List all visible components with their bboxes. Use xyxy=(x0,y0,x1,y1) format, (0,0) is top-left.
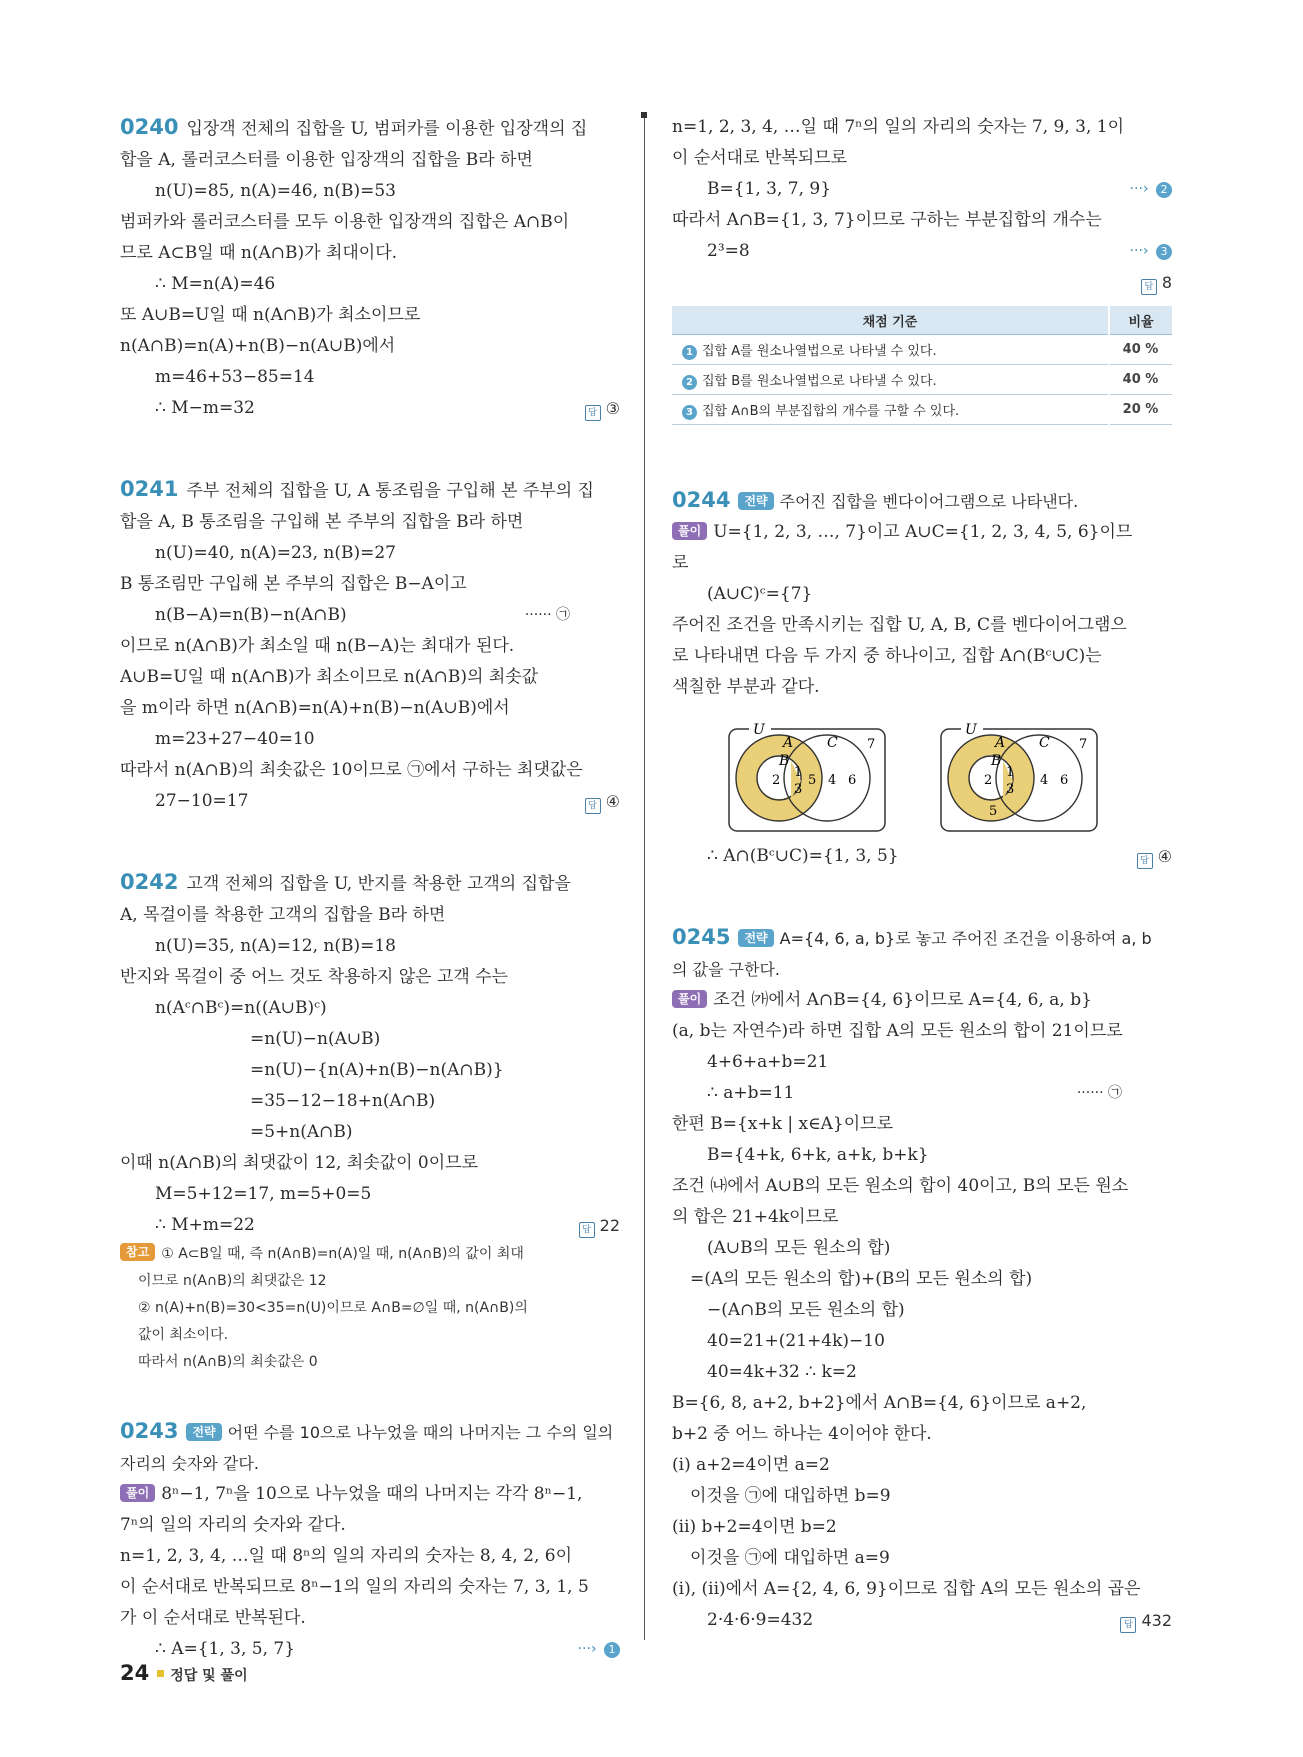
text-line: 로 xyxy=(672,553,689,573)
text-line: (ii) b+2=4이면 b=2 xyxy=(672,1517,837,1537)
right-column xyxy=(672,112,1172,1686)
table-row: 1 집합 A를 원소나열법으로 나타낼 수 있다. 40 % xyxy=(672,335,1172,365)
equation-marker: ······ ㉠ xyxy=(524,607,570,623)
solution-badge: 풀이 xyxy=(672,522,707,540)
equation-line: ∴ M−m=32 xyxy=(155,398,255,418)
text-line: 이 순서대로 반복되므로 xyxy=(672,148,848,168)
label-C: C xyxy=(1039,735,1050,751)
number-7: 7 xyxy=(1079,737,1088,752)
label-U: U xyxy=(753,722,765,738)
number-1: 1 xyxy=(794,765,803,780)
answer: 답 22 xyxy=(579,1210,620,1241)
text-line: 합을 A, 롤러코스터를 이용한 입장객의 집합을 B라 하면 xyxy=(120,150,533,170)
equation-line: M=5+12=17, m=5+0=5 xyxy=(155,1184,372,1204)
answer: 답 ③ xyxy=(585,393,620,424)
equation-line: n(U)=85, n(A)=46, n(B)=53 xyxy=(155,181,396,201)
number-4: 4 xyxy=(828,773,837,788)
problem-0244: 0244 전략 주어진 집합을 벤다이어그램으로 나타낸다. 풀이 U={1, 2, 3, …, 7}이고 A∪C={1, 2, 3, 4, 5, 6}이므 로 (A∪C)ᶜ={7} 주어진 조건을 만족시키는 집합 U, A, B, C를 벤다이어그램으 로 나타내면 다음 두 가지 중 하나이고, 집합 A∩(Bᶜ∪C)는 색칠한 부분과 같다. U A B C 2 1 3 5 4 6 7 U A B C 2 1 3 5 4 6 7 답 ④ ∴ A∩(Bᶜ∪C)={1, 3, 5} xyxy=(672,485,1172,872)
equation-line: 40=4k+32 ∴ k=2 xyxy=(707,1362,857,1382)
column-divider-marker xyxy=(641,112,647,118)
label-B: B xyxy=(991,753,1002,769)
answer: 답 ④ xyxy=(585,786,620,817)
text-line: n=1, 2, 3, 4, …일 때 8ⁿ의 일의 자리의 숫자는 8, 4, 2, 6이 xyxy=(120,1546,573,1566)
equation-line: =(A의 모든 원소의 합)+(B의 모든 원소의 합) xyxy=(690,1269,1033,1289)
table-row: 2 집합 B를 원소나열법으로 나타낼 수 있다. 40 % xyxy=(672,365,1172,395)
text-line: 이것을 ㉠에 대입하면 a=9 xyxy=(690,1548,890,1568)
number-1: 1 xyxy=(1006,765,1015,780)
step-marker: ···› 2 xyxy=(1130,174,1172,205)
strategy-badge: 전략 xyxy=(186,1423,221,1441)
step-circle-icon: 2 xyxy=(682,375,697,390)
text-line: 반지와 목걸이 중 어느 것도 착용하지 않은 고객 수는 xyxy=(120,967,509,987)
equation-line: m=23+27−40=10 xyxy=(155,729,315,749)
table-row: 3 집합 A∩B의 부분집합의 개수를 구할 수 있다. 20 % xyxy=(672,395,1172,425)
problem-number: 0245 xyxy=(672,925,731,949)
text-line: (a, b는 자연수)라 하면 집합 A의 모든 원소의 합이 21이므로 xyxy=(672,1021,1123,1041)
problem-number: 0241 xyxy=(120,477,179,501)
footer-square-icon xyxy=(157,1670,164,1677)
text-line: b+2 중 어느 하나는 4이어야 한다. xyxy=(672,1424,932,1444)
answer: 답 ④ xyxy=(1137,841,1172,872)
reference-note: 참고 ① A⊂B일 때, 즉 n(A∩B)=n(A)일 때, n(A∩B)의 값이 최대 이므로 n(A∩B)의 최댓값은 12 ② n(A)+n(B)=30<35=n(U)이므로 A∩B=∅일 때, n(A∩B)의 값이 최소이다. 따라서 n(A∩B)의 최솟값은 0 xyxy=(120,1241,620,1376)
venn-diagram-1 xyxy=(727,721,887,833)
number-2: 2 xyxy=(984,773,993,788)
problem-0245: 0245 전략 A={4, 6, a, b}로 놓고 주어진 조건을 이용하여 a, b 의 값을 구한다. 풀이 조건 ㈎에서 A∩B={4, 6}이므로 A={4, 6, a, b} (a, b는 자연수)라 하면 집합 A의 모든 원소의 합이 21이므로 4+6+a+b=21 ······ ㉠ ∴ a+b=11 한편 B={x+k | x∈A}이므로 B={4+k, 6+k, a+k, b+k} 조건 ㈏에서 A∪B의 모든 원소의 합이 40이고, B의 모든 원소 의 합은 21+4k이므로 (A∪B의 모든 원소의 합) =(A의 모든 원소의 합)+(B의 모든 원소의 합) −(A∩B의 모든 원소의 합) 40=21+(21+4k)−10 40=4k+32 ∴ k=2 B={6, 8, a+2, b+2}에서 A∩B={4, 6}이므로 a+2, b+2 중 어느 하나는 4이어야 한다. (i) a+2=4이면 a=2 이것을 ㉠에 대입하면 b=9 (ii) b+2=4이면 b=2 이것을 ㉠에 대입하면 a=9 (i), (ii)에서 A={2, 4, 6, 9}이므로 집합 A의 모든 원소의 곱은 답 432 2·4·6·9=432 xyxy=(672,922,1172,1636)
text-line: 주어진 조건을 만족시키는 집합 U, A, B, C를 벤다이어그램으 xyxy=(672,615,1127,635)
problem-number: 0244 xyxy=(672,488,731,512)
number-6: 6 xyxy=(1060,773,1069,788)
label-U: U xyxy=(965,722,977,738)
equation-line: (A∪C)ᶜ={7} xyxy=(707,584,813,604)
text-line: 입장객 전체의 집합을 U, 범퍼카를 이용한 입장객의 집 xyxy=(186,119,588,139)
reference-badge: 참고 xyxy=(120,1243,155,1261)
page-footer xyxy=(120,1661,248,1685)
step-marker: ···› 1 xyxy=(578,1634,620,1665)
venn-diagram-2 xyxy=(939,721,1099,833)
strategy-text: 자리의 숫자와 같다. xyxy=(120,1454,259,1473)
text-line: 이때 n(A∩B)의 최댓값이 12, 최솟값이 0이므로 xyxy=(120,1153,479,1173)
solution-badge: 풀이 xyxy=(672,990,707,1008)
text-line: 합을 A, B 통조림을 구입해 본 주부의 집합을 B라 하면 xyxy=(120,512,524,532)
step-marker: ···› 3 xyxy=(1130,236,1172,267)
text-line: 의 합은 21+4k이므로 xyxy=(672,1207,839,1227)
equation-line: =5+n(A∩B) xyxy=(250,1122,353,1142)
equation-line: =n(U)−n(A∪B) xyxy=(250,1029,381,1049)
equation-line: 40=21+(21+4k)−10 xyxy=(707,1331,885,1351)
problem-number: 0242 xyxy=(120,870,179,894)
equation-line: n(U)=40, n(A)=23, n(B)=27 xyxy=(155,543,396,563)
text-line: 따라서 A∩B={1, 3, 7}이므로 구하는 부분집합의 개수는 xyxy=(672,210,1102,230)
text-line: 을 m이라 하면 n(A∩B)=n(A)+n(B)−n(A∪B)에서 xyxy=(120,698,510,718)
strategy-text: 의 값을 구한다. xyxy=(672,960,780,979)
problem-0240 xyxy=(120,112,620,424)
text-line: 므로 A⊂B일 때 n(A∩B)가 최대이다. xyxy=(120,243,398,263)
label-B: B xyxy=(779,753,790,769)
equation-line: B={4+k, 6+k, a+k, b+k} xyxy=(707,1145,929,1165)
number-7: 7 xyxy=(867,737,876,752)
text-line: 이므로 n(A∩B)가 최소일 때 n(B−A)는 최대가 된다. xyxy=(120,636,515,656)
text-line: 이 순서대로 반복되므로 8ⁿ−1의 일의 자리의 숫자는 7, 3, 1, 5 xyxy=(120,1577,589,1597)
text-line: 가 이 순서대로 반복된다. xyxy=(120,1608,306,1628)
label-A: A xyxy=(783,735,794,751)
text-line: 범퍼카와 롤러코스터를 모두 이용한 입장객의 집합은 A∩B이 xyxy=(120,212,570,232)
step-circle-icon: 3 xyxy=(682,405,697,420)
number-4: 4 xyxy=(1040,773,1049,788)
answer-box-icon: 답 xyxy=(1137,853,1153,869)
strategy-badge: 전략 xyxy=(738,929,773,947)
problem-number: 0240 xyxy=(120,115,179,139)
number-6: 6 xyxy=(848,773,857,788)
step-circle-icon: 1 xyxy=(682,345,697,360)
text-line: B 통조림만 구입해 본 주부의 집합은 B−A이고 xyxy=(120,574,467,594)
equation-line: ∴ M+m=22 xyxy=(155,1215,255,1235)
text-line: 색칠한 부분과 같다. xyxy=(672,677,820,697)
equation-line: n(B−A)=n(B)−n(A∩B) xyxy=(155,605,347,625)
text-line: n=1, 2, 3, 4, …일 때 7ⁿ의 일의 자리의 숫자는 7, 9, 3, 1이 xyxy=(672,117,1125,137)
equation-line: m=46+53−85=14 xyxy=(155,367,315,387)
answer-box-icon: 답 xyxy=(1141,279,1157,295)
problem-0243-right: n=1, 2, 3, 4, …일 때 7ⁿ의 일의 자리의 숫자는 7, 9, 3, 1이 이 순서대로 반복되므로 ···› 2 B={1, 3, 7, 9} 따라서 A∩B={1, 3, 7}이므로 구하는 부분집합의 개수는 ···› 3 2³=8 답 8 채점 기준 비율 1 집합 A를 원소나열법으로 나타낼 수 있다. 40 % 2 집합 B를 원소나열법으로 나타낼 수 있다. 40 % 3 집합 A∩B의 부분집합의 개수를 구할 수 있다. 20 % xyxy=(672,112,1172,425)
number-3: 3 xyxy=(794,782,803,797)
text-line: 7ⁿ의 일의 자리의 숫자와 같다. xyxy=(120,1515,346,1535)
page-number: 24 xyxy=(120,1661,150,1685)
label-A: A xyxy=(995,735,1006,751)
equation-line: ∴ A∩(Bᶜ∪C)={1, 3, 5} xyxy=(707,846,899,866)
number-5: 5 xyxy=(989,804,998,819)
text-line: 이것을 ㉠에 대입하면 b=9 xyxy=(690,1486,891,1506)
text-line: 따라서 n(A∩B)의 최솟값은 10이므로 ㉠에서 구하는 최댓값은 xyxy=(120,760,583,780)
equation-line: 4+6+a+b=21 xyxy=(707,1052,829,1072)
footer-title: 정답 및 풀이 xyxy=(170,1668,248,1684)
grading-header-ratio: 비율 xyxy=(1109,306,1172,335)
equation-line: n(Aᶜ∩Bᶜ)=n((A∪B)ᶜ) xyxy=(155,998,327,1018)
answer-box-icon: 답 xyxy=(1120,1617,1136,1633)
solution-badge: 풀이 xyxy=(120,1484,155,1502)
equation-line: ∴ M=n(A)=46 xyxy=(155,274,276,294)
text-line: 또 A∪B=U일 때 n(A∩B)가 최소이므로 xyxy=(120,305,421,325)
problem-0243-left: 0243 전략 어떤 수를 10으로 나누었을 때의 나머지는 그 수의 일의 자리의 숫자와 같다. 풀이 8ⁿ−1, 7ⁿ을 10으로 나누었을 때의 나머지는 각각 8ⁿ−1, 7ⁿ의 일의 자리의 숫자와 같다. n=1, 2, 3, 4, …일 때 8ⁿ의 일의 자리의 숫자는 8, 4, 2, 6이 이 순서대로 반복되므로 8ⁿ−1의 일의 자리의 숫자는 7, 3, 1, 5 가 이 순서대로 반복된다. ···› 1 ∴ A={1, 3, 5, 7} xyxy=(120,1416,620,1665)
problem-0241 xyxy=(120,474,620,817)
text-line: A, 목걸이를 착용한 고객의 집합을 B라 하면 xyxy=(120,905,446,925)
text-line: 주부 전체의 집합을 U, A 통조림을 구입해 본 주부의 집 xyxy=(186,481,594,501)
venn-diagrams xyxy=(727,721,1172,833)
grading-table xyxy=(672,306,1172,425)
answer-box-icon: 답 xyxy=(585,405,601,421)
grading-header-criteria: 채점 기준 xyxy=(672,306,1109,335)
left-column xyxy=(120,112,620,1715)
number-2: 2 xyxy=(772,773,781,788)
column-divider xyxy=(644,112,645,1640)
equation-line: =n(U)−{n(A)+n(B)−n(A∩B)} xyxy=(250,1060,504,1080)
answer: 답 432 xyxy=(1120,1605,1172,1636)
problem-0242 xyxy=(120,867,620,1376)
text-line: n(A∩B)=n(A)+n(B)−n(A∪B)에서 xyxy=(120,336,396,356)
text-line: B={6, 8, a+2, b+2}에서 A∩B={4, 6}이므로 a+2, xyxy=(672,1393,1087,1413)
equation-line: n(U)=35, n(A)=12, n(B)=18 xyxy=(155,936,396,956)
text-line: 로 나타내면 다음 두 가지 중 하나이고, 집합 A∩(Bᶜ∪C)는 xyxy=(672,646,1102,666)
text-line: 조건 ㈏에서 A∪B의 모든 원소의 합이 40이고, B의 모든 원소 xyxy=(672,1176,1129,1196)
answer-box-icon: 답 xyxy=(579,1222,595,1238)
equation-marker: ······ ㉠ xyxy=(1076,1085,1122,1101)
label-C: C xyxy=(827,735,838,751)
answer-box-icon: 답 xyxy=(585,798,601,814)
text-line: (i), (ii)에서 A={2, 4, 6, 9}이므로 집합 A의 모든 원소의 곱은 xyxy=(672,1579,1141,1599)
text-line: 고객 전체의 집합을 U, 반지를 착용한 고객의 집합을 xyxy=(186,874,571,894)
equation-line: 27−10=17 xyxy=(155,791,249,811)
answer: 답 8 xyxy=(1141,267,1172,298)
number-3: 3 xyxy=(1006,782,1015,797)
strategy-badge: 전략 xyxy=(738,492,773,510)
number-5: 5 xyxy=(808,773,817,788)
equation-line: =35−12−18+n(A∩B) xyxy=(250,1091,436,1111)
text-line: (i) a+2=4이면 a=2 xyxy=(672,1455,830,1475)
equation-line: −(A∩B의 모든 원소의 합) xyxy=(707,1300,905,1320)
equation-line: (A∪B의 모든 원소의 합) xyxy=(707,1238,891,1258)
text-line: A∪B=U일 때 n(A∩B)가 최소이므로 n(A∩B)의 최솟값 xyxy=(120,667,539,687)
text-line: 한편 B={x+k | x∈A}이므로 xyxy=(672,1114,893,1134)
problem-number: 0243 xyxy=(120,1419,179,1443)
